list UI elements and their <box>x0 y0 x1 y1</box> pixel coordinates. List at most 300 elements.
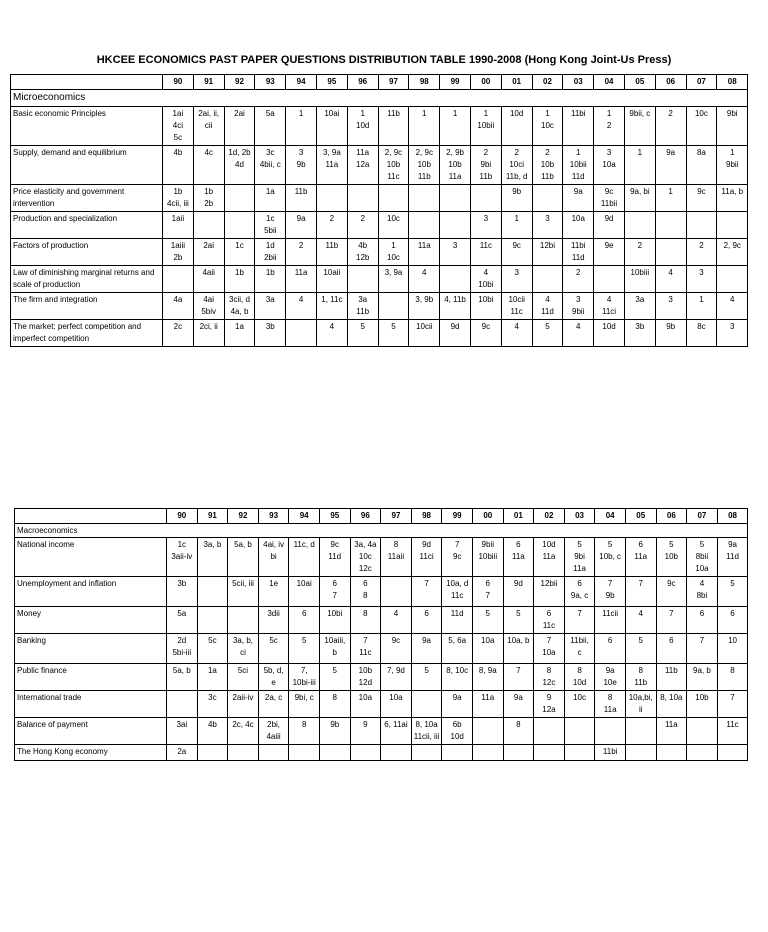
question-cell: 4 11d <box>532 293 563 320</box>
question-cell: 4ai 5biv <box>193 293 224 320</box>
question-cell: 7 11c <box>350 634 381 664</box>
question-cell: 9b <box>319 718 350 745</box>
question-cell: 2 <box>655 107 686 146</box>
year-header: 98 <box>409 75 440 90</box>
question-cell: 1 <box>286 107 317 146</box>
table-row <box>11 212 748 239</box>
question-cell <box>656 745 687 761</box>
question-cell: 3a, 4a 10c 12c <box>350 538 381 577</box>
question-cell: 11a <box>286 266 317 293</box>
question-cell: 9c 11d <box>319 538 350 577</box>
question-cell <box>411 691 442 718</box>
question-cell: 2c, 4c <box>228 718 259 745</box>
year-header: 04 <box>595 509 626 524</box>
question-cell: 6 11a <box>625 538 656 577</box>
year-header: 91 <box>197 509 228 524</box>
question-cell: 5 <box>625 634 656 664</box>
question-cell: 7 <box>503 664 534 691</box>
year-header: 96 <box>350 509 381 524</box>
question-cell: 6 <box>656 634 687 664</box>
question-cell: 8 11aii <box>381 538 412 577</box>
question-cell <box>655 212 686 239</box>
table-row <box>11 107 748 146</box>
table-row <box>15 634 748 664</box>
question-cell: 9d <box>440 320 471 347</box>
question-cell: 5 8bii 10a <box>687 538 718 577</box>
question-cell: 2bi, 4aiii <box>258 718 289 745</box>
question-cell: 2 9bi 11b <box>470 146 501 185</box>
question-cell: 1a <box>255 185 286 212</box>
question-cell: 5 9bi 11a <box>564 538 595 577</box>
question-cell: 6 11a <box>503 538 534 577</box>
question-cell: 9c <box>381 634 412 664</box>
question-cell <box>197 577 228 607</box>
question-cell: 10b 12d <box>350 664 381 691</box>
year-header: 93 <box>258 509 289 524</box>
question-cell: 8 <box>503 718 534 745</box>
question-cell <box>316 185 347 212</box>
corner-cell <box>11 75 163 90</box>
question-cell: 9c 11bii <box>594 185 625 212</box>
year-header: 00 <box>470 75 501 90</box>
question-cell: 7 <box>625 577 656 607</box>
question-cell: 5c <box>197 634 228 664</box>
question-cell: 7 10a <box>534 634 565 664</box>
question-cell: 1 <box>409 107 440 146</box>
question-cell: 5a, b <box>167 664 198 691</box>
question-cell: 5 10b, c <box>595 538 626 577</box>
question-cell: 3 <box>501 266 532 293</box>
question-cell: 7 9b <box>595 577 626 607</box>
question-cell: 8 <box>319 691 350 718</box>
question-cell: 2a <box>167 745 198 761</box>
question-cell: 1a <box>197 664 228 691</box>
question-cell: 8 11a <box>595 691 626 718</box>
question-cell: 3a 11b <box>347 293 378 320</box>
topic-label: Price elasticity and government intervention <box>11 185 163 212</box>
question-cell: 2ai <box>224 107 255 146</box>
question-cell: 3cii, d 4a, b <box>224 293 255 320</box>
question-cell: 9b <box>501 185 532 212</box>
question-cell: 3 9bii <box>563 293 594 320</box>
topic-label: The Hong Kong economy <box>15 745 167 761</box>
year-header: 07 <box>686 75 717 90</box>
question-cell: 9bi <box>717 107 748 146</box>
question-cell <box>564 745 595 761</box>
question-cell: 2 10ci 11b, d <box>501 146 532 185</box>
question-cell: 2 10b 11b <box>532 146 563 185</box>
question-cell: 2a, c <box>258 691 289 718</box>
year-header: 01 <box>503 509 534 524</box>
question-cell: 3 <box>686 266 717 293</box>
year-header: 90 <box>163 75 194 90</box>
question-cell <box>228 745 259 761</box>
year-header: 06 <box>656 509 687 524</box>
table-row <box>15 607 748 634</box>
question-cell: 6 11c <box>534 607 565 634</box>
question-cell: 5, 6a <box>442 634 473 664</box>
question-cell: 11bi <box>563 107 594 146</box>
macroeconomics-table <box>14 508 748 761</box>
question-cell: 8c <box>686 320 717 347</box>
question-cell: 1 10c <box>378 239 409 266</box>
question-cell <box>319 745 350 761</box>
question-cell <box>472 745 503 761</box>
question-cell: 11c <box>717 718 748 745</box>
year-header: 92 <box>224 75 255 90</box>
year-header: 94 <box>286 75 317 90</box>
table-row <box>11 146 748 185</box>
question-cell: 2 <box>316 212 347 239</box>
question-cell: 5a <box>255 107 286 146</box>
question-cell: 4b <box>163 146 194 185</box>
question-cell: 5 <box>378 320 409 347</box>
section-heading: Macroeconomics <box>15 524 748 538</box>
question-cell: 11b <box>378 107 409 146</box>
question-cell: 3a, b <box>197 538 228 577</box>
question-cell <box>193 212 224 239</box>
table-row <box>11 266 748 293</box>
question-cell: 4 <box>717 293 748 320</box>
question-cell: 10a <box>381 691 412 718</box>
question-cell: 1, 11c <box>316 293 347 320</box>
question-cell: 4 <box>501 320 532 347</box>
question-cell: 1ai 4ci 5c <box>163 107 194 146</box>
question-cell: 11cii <box>595 607 626 634</box>
question-cell: 5 <box>319 664 350 691</box>
question-cell: 3 9b <box>286 146 317 185</box>
question-cell: 10cii <box>409 320 440 347</box>
question-cell: 8 10d <box>564 664 595 691</box>
question-cell: 2, 9c 10b 11b <box>409 146 440 185</box>
question-cell <box>687 745 718 761</box>
question-cell: 3ai <box>167 718 198 745</box>
question-cell: 11a <box>409 239 440 266</box>
topic-label: Banking <box>15 634 167 664</box>
question-cell: 6 <box>289 607 320 634</box>
question-cell: 1 2 <box>594 107 625 146</box>
year-header: 06 <box>655 75 686 90</box>
question-cell <box>350 745 381 761</box>
question-cell <box>472 718 503 745</box>
question-cell: 5cii, iii <box>228 577 259 607</box>
question-cell: 1b 4cii, iii <box>163 185 194 212</box>
question-cell: 11b <box>316 239 347 266</box>
question-cell <box>440 212 471 239</box>
question-cell <box>440 266 471 293</box>
question-cell: 3, 9a <box>378 266 409 293</box>
question-cell: 5 <box>289 634 320 664</box>
question-cell: 3b <box>167 577 198 607</box>
question-cell: 5 <box>717 577 748 607</box>
question-cell: 7 9c <box>442 538 473 577</box>
question-cell: 8 <box>717 664 748 691</box>
year-header: 95 <box>316 75 347 90</box>
question-cell: 9c <box>470 320 501 347</box>
question-cell: 4 <box>655 266 686 293</box>
question-cell: 12bii <box>534 577 565 607</box>
topic-label: The firm and integration <box>11 293 163 320</box>
question-cell: 4 10bi <box>470 266 501 293</box>
question-cell: 8 <box>350 607 381 634</box>
year-header: 92 <box>228 509 259 524</box>
question-cell <box>534 718 565 745</box>
question-cell: 1d, 2b 4d <box>224 146 255 185</box>
question-cell: 9a <box>442 691 473 718</box>
question-cell: 10bi <box>319 607 350 634</box>
question-cell: 2, 9c <box>717 239 748 266</box>
question-cell: 10a <box>472 634 503 664</box>
question-cell <box>440 185 471 212</box>
question-cell: 5 <box>411 664 442 691</box>
question-cell: 8, 9a <box>472 664 503 691</box>
question-cell: 9a <box>503 691 534 718</box>
question-cell: 6 8 <box>350 577 381 607</box>
question-cell: 9a 11d <box>717 538 748 577</box>
question-cell: 10d <box>594 320 625 347</box>
question-cell: 8a <box>686 146 717 185</box>
table-row <box>15 745 748 761</box>
question-cell: 5a <box>167 607 198 634</box>
question-cell: 4 <box>625 607 656 634</box>
question-cell: 10ai <box>316 107 347 146</box>
question-cell <box>347 185 378 212</box>
question-cell: 4aii <box>193 266 224 293</box>
question-cell <box>595 718 626 745</box>
year-header: 97 <box>381 509 412 524</box>
question-cell: 2c <box>163 320 194 347</box>
question-cell: 9a <box>655 146 686 185</box>
topic-label: International trade <box>15 691 167 718</box>
year-header-row <box>15 509 748 524</box>
question-cell: 3b <box>624 320 655 347</box>
question-cell: 10a,bi, ii <box>625 691 656 718</box>
question-cell: 9 <box>350 718 381 745</box>
year-header: 91 <box>193 75 224 90</box>
question-cell <box>717 212 748 239</box>
question-cell: 3, 9b <box>409 293 440 320</box>
question-cell <box>470 185 501 212</box>
question-cell <box>655 239 686 266</box>
question-cell <box>258 745 289 761</box>
question-cell: 8 <box>289 718 320 745</box>
year-header: 03 <box>563 75 594 90</box>
question-cell: 7 <box>717 691 748 718</box>
corner-cell <box>15 509 167 524</box>
question-cell: 10d <box>501 107 532 146</box>
question-cell: 2, 9c 10b 11c <box>378 146 409 185</box>
question-cell <box>224 185 255 212</box>
question-cell: 11c <box>470 239 501 266</box>
question-cell: 9b <box>655 320 686 347</box>
year-header: 02 <box>534 509 565 524</box>
topic-label: Public finance <box>15 664 167 691</box>
table-row <box>15 664 748 691</box>
question-cell: 6 <box>595 634 626 664</box>
question-cell: 6 9a, c <box>564 577 595 607</box>
question-cell: 10ai <box>289 577 320 607</box>
question-cell: 3, 9a 11a <box>316 146 347 185</box>
question-cell: 3 10a <box>594 146 625 185</box>
question-cell: 3 <box>470 212 501 239</box>
topic-label: Production and specialization <box>11 212 163 239</box>
question-cell: 2 <box>624 239 655 266</box>
question-cell: 9c <box>686 185 717 212</box>
question-cell <box>564 718 595 745</box>
year-header: 03 <box>564 509 595 524</box>
page-title: HKCEE ECONOMICS PAST PAPER QUESTIONS DISTRIBUTION TABLE 1990-2008 (Hong Kong Joint-Us Press) <box>96 54 672 66</box>
question-cell: 5b, d, e <box>258 664 289 691</box>
question-cell: 4 <box>563 320 594 347</box>
microeconomics-table <box>10 74 748 347</box>
question-cell: 6 <box>717 607 748 634</box>
year-header: 07 <box>687 509 718 524</box>
question-cell: 2 <box>286 239 317 266</box>
question-cell: 6 7 <box>319 577 350 607</box>
question-cell <box>378 185 409 212</box>
question-cell: 3 <box>655 293 686 320</box>
question-cell: 3 <box>717 320 748 347</box>
question-cell: 2ci, ii <box>193 320 224 347</box>
year-header-row <box>11 75 748 90</box>
question-cell: 10aiii, b <box>319 634 350 664</box>
question-cell: 1 10d <box>347 107 378 146</box>
question-cell: 1c 5bii <box>255 212 286 239</box>
topic-label: Unemployment and inflation <box>15 577 167 607</box>
question-cell: 4c <box>193 146 224 185</box>
question-cell: 10bi <box>470 293 501 320</box>
question-cell: 10a <box>350 691 381 718</box>
question-cell <box>687 718 718 745</box>
question-cell: 2, 9b 10b 11a <box>440 146 471 185</box>
question-cell <box>686 212 717 239</box>
question-cell: 1 <box>686 293 717 320</box>
question-cell: 1b <box>255 266 286 293</box>
question-cell <box>717 266 748 293</box>
question-cell: 3a <box>624 293 655 320</box>
question-cell: 10cii 11c <box>501 293 532 320</box>
question-cell: 2 <box>347 212 378 239</box>
question-cell <box>503 745 534 761</box>
question-cell: 1aii <box>163 212 194 239</box>
question-cell: 1a <box>224 320 255 347</box>
question-cell: 5 <box>472 607 503 634</box>
year-header: 94 <box>289 509 320 524</box>
question-cell: 2d 5bi-iii <box>167 634 198 664</box>
question-cell: 10a <box>563 212 594 239</box>
question-cell: 1 10bii 11d <box>563 146 594 185</box>
question-cell: 12bi <box>532 239 563 266</box>
question-cell <box>534 745 565 761</box>
question-cell: 11d <box>442 607 473 634</box>
question-cell: 3a, b, ci <box>228 634 259 664</box>
question-cell: 9bi, c <box>289 691 320 718</box>
year-header: 08 <box>717 75 748 90</box>
topic-label: Factors of production <box>11 239 163 266</box>
year-header: 04 <box>594 75 625 90</box>
topic-label: Supply, demand and equilibrium <box>11 146 163 185</box>
question-cell <box>224 212 255 239</box>
question-cell: 4b 12b <box>347 239 378 266</box>
topic-label: Basic economic Principles <box>11 107 163 146</box>
topic-label: Law of diminishing marginal returns and scale of production <box>11 266 163 293</box>
question-cell: 8 11b <box>625 664 656 691</box>
question-cell: 5a, b <box>228 538 259 577</box>
question-cell: 9a <box>411 634 442 664</box>
question-cell: 7, 9d <box>381 664 412 691</box>
year-header: 99 <box>442 509 473 524</box>
question-cell <box>411 745 442 761</box>
question-cell: 9 12a <box>534 691 565 718</box>
topic-label: Money <box>15 607 167 634</box>
year-header: 93 <box>255 75 286 90</box>
question-cell: 6 7 <box>472 577 503 607</box>
question-cell: 8, 10a 11cii, iii <box>411 718 442 745</box>
question-cell <box>378 293 409 320</box>
topic-label: National income <box>15 538 167 577</box>
question-cell: 2ai, ii, cii <box>193 107 224 146</box>
topic-label: The market: perfect competition and imperfect competition <box>11 320 163 347</box>
question-cell: 10b <box>687 691 718 718</box>
question-cell <box>624 212 655 239</box>
question-cell: 1b 2b <box>193 185 224 212</box>
question-cell <box>625 718 656 745</box>
topic-label: Balance of payment <box>15 718 167 745</box>
question-cell: 1 10c <box>532 107 563 146</box>
question-cell: 11a <box>472 691 503 718</box>
question-cell <box>167 691 198 718</box>
question-cell <box>228 607 259 634</box>
table-row <box>11 239 748 266</box>
question-cell: 4 <box>286 293 317 320</box>
question-cell: 10a, b <box>503 634 534 664</box>
question-cell: 8, 10c <box>442 664 473 691</box>
question-cell: 10c <box>378 212 409 239</box>
question-cell: 4, 11b <box>440 293 471 320</box>
question-cell: 1c 3aii-iv <box>167 538 198 577</box>
question-cell: 7 <box>564 607 595 634</box>
question-cell: 9a, bi <box>624 185 655 212</box>
section-heading: Microeconomics <box>11 90 748 107</box>
year-header: 08 <box>717 509 748 524</box>
question-cell: 9c <box>501 239 532 266</box>
table-row <box>11 320 748 347</box>
question-cell: 1 9bii <box>717 146 748 185</box>
question-cell: 2 <box>686 239 717 266</box>
question-cell <box>409 212 440 239</box>
question-cell: 11bi 11d <box>563 239 594 266</box>
question-cell: 4 8bi <box>687 577 718 607</box>
year-header: 90 <box>167 509 198 524</box>
table-row <box>15 538 748 577</box>
question-cell <box>381 745 412 761</box>
question-cell: 11a <box>656 718 687 745</box>
question-cell: 11a 12a <box>347 146 378 185</box>
table-row <box>15 718 748 745</box>
question-cell <box>347 266 378 293</box>
table-row <box>11 185 748 212</box>
question-cell: 4ai, iv bi <box>258 538 289 577</box>
question-cell: 6 <box>411 607 442 634</box>
question-cell: 7 <box>411 577 442 607</box>
year-header: 99 <box>440 75 471 90</box>
question-cell: 5 10b <box>656 538 687 577</box>
question-cell: 10d 11a <box>534 538 565 577</box>
question-cell: 9e <box>594 239 625 266</box>
question-cell: 11c, d <box>289 538 320 577</box>
question-cell: 1 <box>655 185 686 212</box>
question-cell <box>532 185 563 212</box>
